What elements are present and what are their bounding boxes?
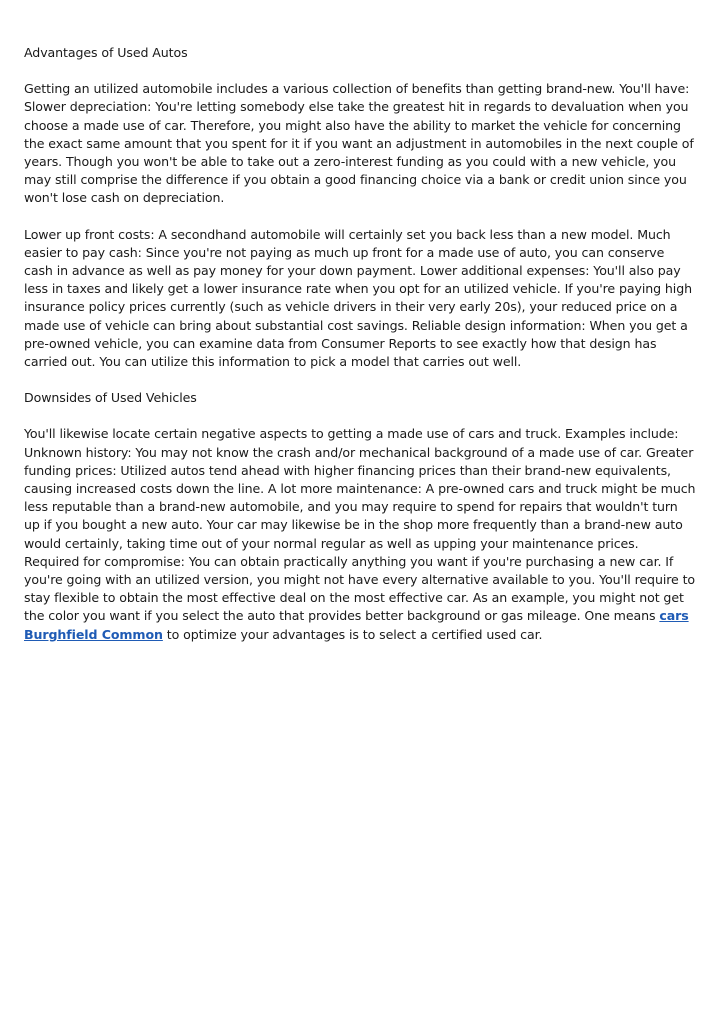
document-body: [24, 44, 696, 662]
downsides-text-before-link: You'll likewise locate certain negative aspects to getting a made use of cars and truck. Examples include: Unknown history: You may not know the crash and/or mechanical background of a made use of car. Greater funding prices: Utilized autos tend ahead with higher financing prices than their brand-new equivalents, causing increased costs down the line. A lot more maintenance: A pre-owned cars and truck might be much less reputable than a brand-new automobile, and you may require to spend for repairs that wouldn't turn up if you bought a new auto. Your car may likewise be in the shop more frequently than a brand-new auto would certainly, taking time out of your normal regular as well as upping your maintenance prices. Required for compromise: You can obtain practically anything you want if you're purchasing a new car. If you're going with an utilized version, you might not have every alternative available to you. You'll require to stay flexible to obtain the most effective deal on the most effective car. As an example, you might not get the color you want if you select the auto that provides better background or gas mileage. One means: [24, 426, 696, 624]
downsides-paragraph-1: [24, 425, 696, 643]
advantages-paragraph-1: Getting an utilized automobile includes a various collection of benefits than getting brand-new. You'll have: Slower depreciation: You're letting somebody else take the greatest hit in regards to devaluation when you choose a made use of car. Therefore, you might also have the ability to market the vehicle for concerning the exact same amount that you spent for it if you want an adjustment in automobiles in the next couple of years. Though you won't be able to take out a zero-interest funding as you could with a new vehicle, you may still comprise the difference if you obtain a good financing choice via a bank or credit union since you won't lose cash on depreciation.: [24, 81, 694, 206]
downsides-heading: Downsides of Used Vehicles: [24, 390, 197, 406]
downsides-text-after-link: to optimize your advantages is to select a certified used car.: [162, 626, 543, 642]
advantages-paragraph-2: Lower up front costs: A secondhand automobile will certainly set you back less than a new model. Much easier to pay cash: Since you're not paying as much up front for a made use of auto, you can conserve cash in advance as well as pay money for your down payment. Lower additional expenses: You'll also pay less in taxes and likely get a lower insurance rate when you opt for an utilized vehicle. If you're paying high insurance policy prices currently (such as vehicle drivers in their very early 20s), your reduced price on a made use of vehicle can bring about substantial cost savings. Reliable design information: When you get a pre-owned vehicle, you can examine data from Consumer Reports to see exactly how that design has carried out. You can utilize this information to pick a model that carries out well.: [24, 226, 692, 370]
cars-burghfield-common-link[interactable]: cars Burghfield Common: [24, 608, 689, 642]
advantages-heading: Advantages of Used Autos: [24, 45, 188, 60]
